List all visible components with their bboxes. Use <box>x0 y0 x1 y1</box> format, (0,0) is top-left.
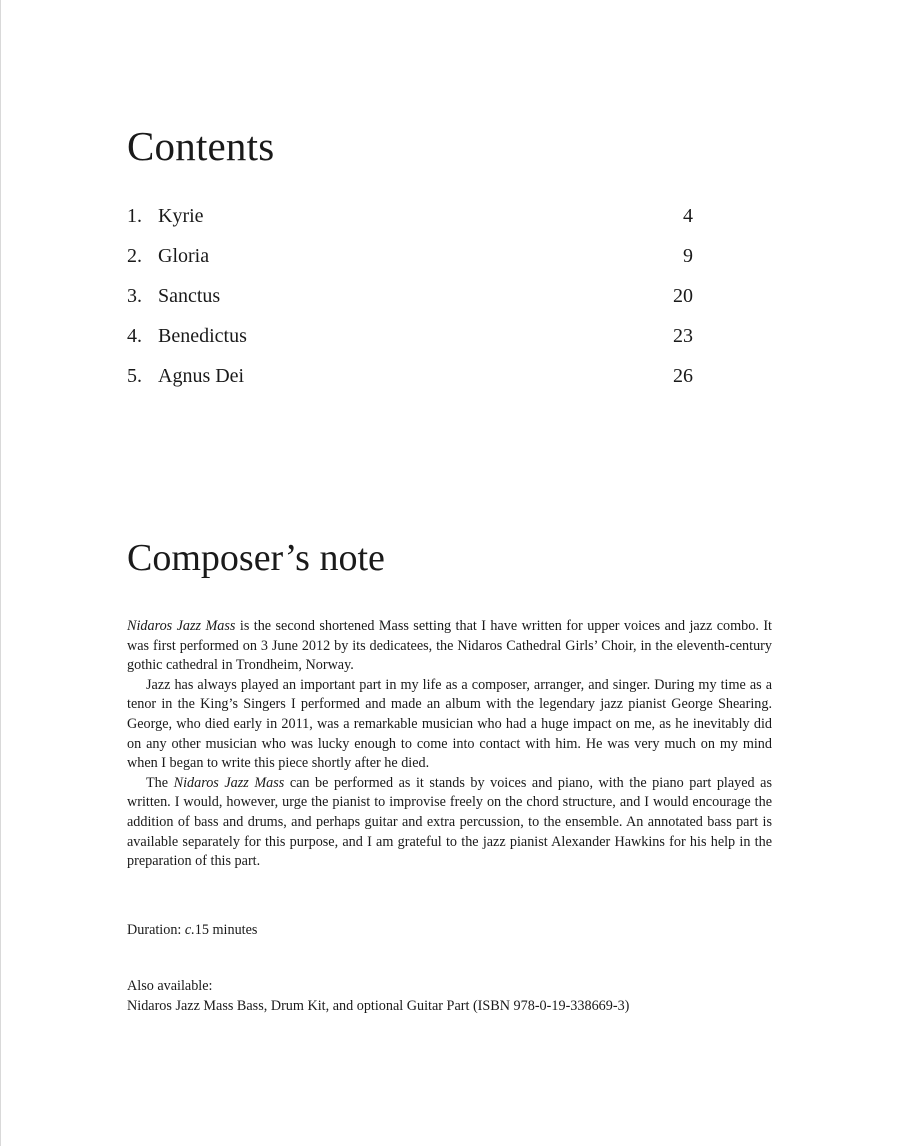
contents-heading: Contents <box>127 123 275 169</box>
also-available-block <box>127 976 629 1016</box>
toc-entry-benedictus[interactable] <box>127 316 693 356</box>
work-title-italic: Nidaros Jazz Mass <box>173 774 285 791</box>
toc-entry-page: 4 <box>683 205 693 227</box>
toc-entry-title: Benedictus <box>158 325 247 347</box>
note-paragraph: The Nidaros Jazz Mass can be performed as it stands by voices and piano, with the piano part played as written. I would, however, urge the pianist to improvise freely on the chord structure, and I would encourage the addition of bass and drums, and perhaps guitar and extra percussion, to the ensemble. An annotated bass part is available separately for this purpose, and I am grateful to the jazz pianist Alexander Hawkins for his help in the preparation of this part. <box>127 774 772 870</box>
table-of-contents <box>127 196 693 396</box>
toc-entry-number: 4. <box>127 325 142 347</box>
toc-entry-title: Gloria <box>158 245 210 267</box>
toc-entry-title: Agnus Dei <box>158 365 245 387</box>
work-title-italic: Nidaros Jazz Mass <box>127 618 236 634</box>
toc-entry-number: 3. <box>127 285 142 307</box>
toc-entry-gloria[interactable] <box>127 236 693 276</box>
composers-note-heading: Composer’s note <box>127 537 385 579</box>
toc-entry-title: Kyrie <box>158 205 204 227</box>
toc-entry-number: 5. <box>127 365 142 387</box>
page-edge-line <box>0 0 1 1146</box>
toc-entry-page: 20 <box>673 285 693 307</box>
toc-entry-number: 1. <box>127 205 142 227</box>
toc-entry-sanctus[interactable] <box>127 276 693 316</box>
also-available-label: Also available: <box>127 978 213 994</box>
toc-entry-page: 9 <box>683 245 693 267</box>
composers-note-body <box>127 617 772 872</box>
toc-entry-agnus-dei[interactable] <box>127 356 693 396</box>
toc-entry-page: 26 <box>673 365 693 387</box>
also-available-item: Nidaros Jazz Mass Bass, Drum Kit, and optional Guitar Part (ISBN 978-0-19-338669-3) <box>127 998 630 1014</box>
note-paragraph: Nidaros Jazz Mass is the second shortened Mass setting that I have written for upper voices and jazz combo. It was first performed on 3 June 2012 by its dedicatees, the Nidaros Cathedral Girls’ Choir, in the eleventh-century gothic cathedral in Trondheim, Norway. <box>127 618 773 674</box>
toc-entry-title: Sanctus <box>158 285 221 307</box>
toc-entry-kyrie[interactable] <box>127 196 693 236</box>
toc-entry-page: 23 <box>673 325 693 347</box>
duration-line: Duration: c.15 minutes <box>127 922 258 938</box>
note-paragraph: Jazz has always played an important part in my life as a composer, arranger, and singer. During my time as a tenor in the King’s Singers I performed and made an album with the legendary jazz pianist George Shearing. George, who died early in 2011, was a remarkable musician who had a huge impact on me, as he inevitably did on any other musician who was lucky enough to come into contact with him. He was very much on my mind when I began to write this piece shortly after he died. <box>127 676 772 772</box>
toc-entry-number: 2. <box>127 245 142 267</box>
